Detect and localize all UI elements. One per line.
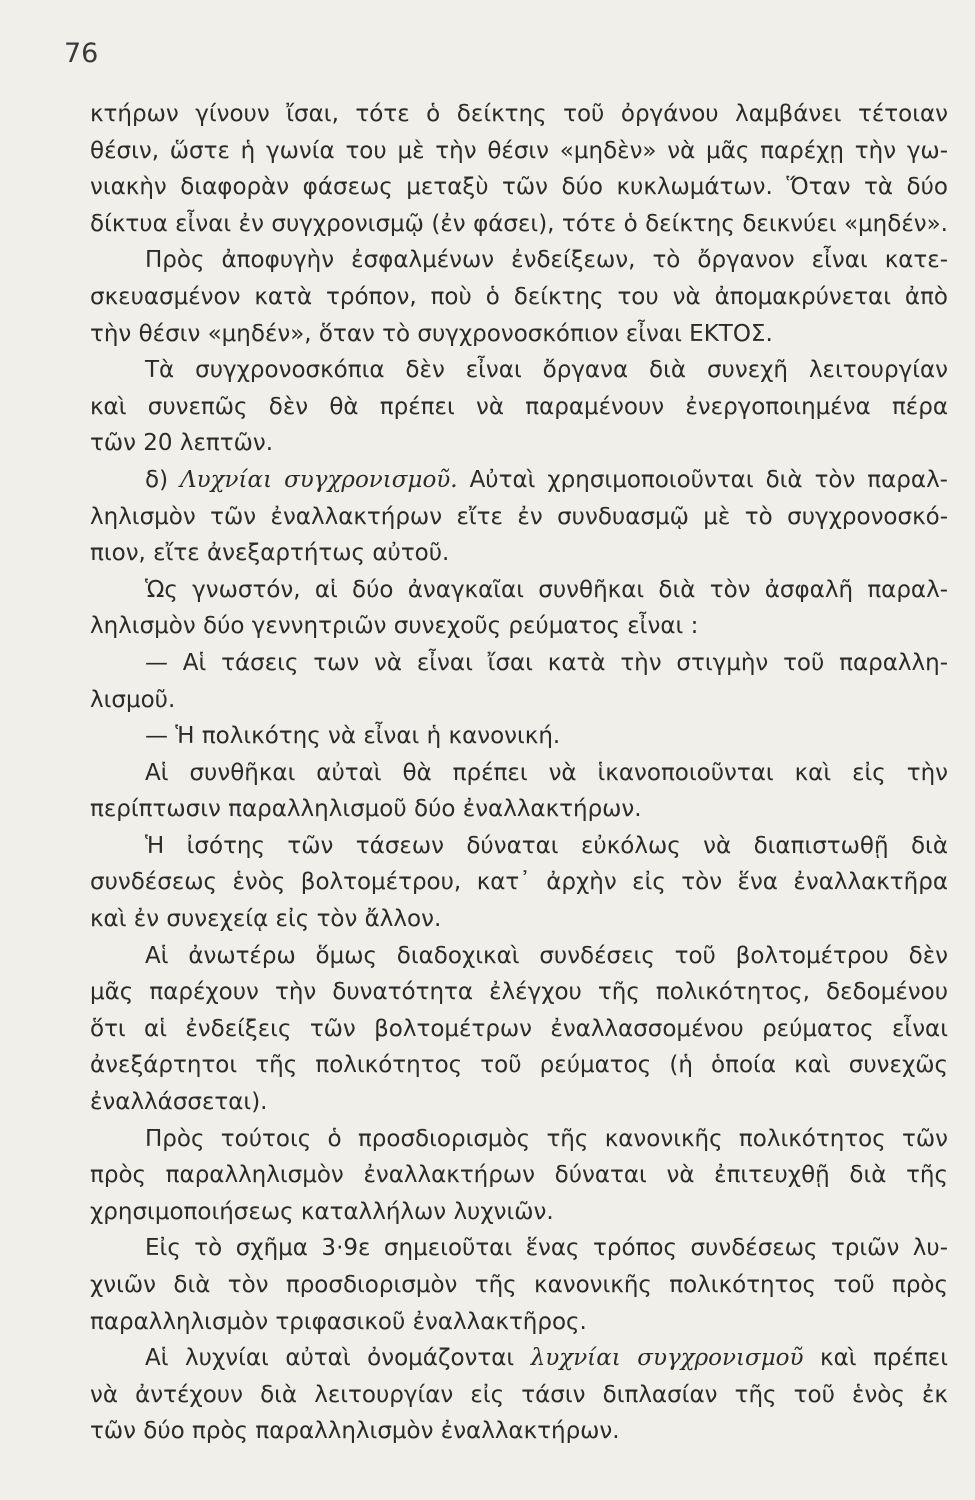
text-line: θέσιν, ὥστε ἡ γωνία του μὲ τὴν θέσιν «μηδὲν» νὰ μᾶς παρέχῃ τὴν γω- <box>90 137 948 164</box>
text-line: τὴν θέσιν «μηδέν», ὅταν τὸ συγχρονοσκόπιον εἶναι ΕΚΤΟΣ. <box>90 320 773 347</box>
text-line: ὅτι αἱ ἐνδείξεις τῶν βολτομέτρων ἐναλλασσομένου ρεύματος εἶναι <box>90 1015 948 1042</box>
paragraph-start-line: Αἱ συνθῆκαι αὐταὶ θὰ πρέπει νὰ ἱκανοποιοῦνται καὶ εἰς τὴν <box>145 759 948 786</box>
text-line: συνδέσεως ἑνὸς βολτομέτρου, κατ᾽ ἀρχὴν εἰς τὸν ἕνα ἐναλλακτῆρα <box>90 869 948 896</box>
text-line: σκευασμένον κατὰ τρόπον, ποὺ ὁ δείκτης του νὰ ἀπομακρύνεται ἀπὸ <box>90 283 948 310</box>
term-italic: λυχνίαι συγχρονισμοῦ <box>530 1345 804 1372</box>
text-line: ἀνεξάρτητοι τῆς πολικότητος τοῦ ρεύματος (ἡ ὁποία καὶ συνεχῶς <box>90 1052 948 1079</box>
text-line: ληλισμὸν τῶν ἐναλλακτήρων εἴτε ἐν συνδυασμῷ μὲ τὸ συγχρονοσκό- <box>90 503 948 530</box>
text-line: καὶ συνεπῶς δὲν θὰ πρέπει νὰ παραμένουν ἐνεργοποιημένα πέρα <box>90 393 948 420</box>
text-line: τῶν 20 λεπτῶν. <box>90 430 274 457</box>
text-line: χρησιμοποιήσεως καταλλήλων λυχνιῶν. <box>90 1198 554 1225</box>
text-line: πρὸς παραλληλισμὸν ἐναλλακτήρων δύναται νὰ ἐπιτευχθῇ διὰ τῆς <box>90 1162 948 1189</box>
text-line: παραλληλισμὸν τριφασικοῦ ἐναλλακτῆρος. <box>90 1308 587 1335</box>
paragraph-start-line: Αἱ λυχνίαι αὐταὶ ὀνομάζονται λυχνίαι συγχρονισμοῦ καὶ πρέπει <box>145 1345 949 1372</box>
dash-item-line: — Ἡ πολικότης νὰ εἶναι ἡ κανονική. <box>145 723 561 750</box>
text-line: κτήρων γίνουν ἴσαι, τότε ὁ δείκτης τοῦ ὀργάνου λαμβάνει τέτοιαν <box>90 101 948 127</box>
paragraph-start-line: Πρὸς τούτοις ὁ προσδιορισμὸς τῆς κανονικῆς πολικότητος τῶν <box>145 1125 948 1152</box>
text-line: ληλισμὸν δύο γεννητριῶν συνεχοῦς ρεύματος εἶναι : <box>90 613 699 640</box>
text-line: καὶ ἐν συνεχείᾳ εἰς τὸν ἄλλον. <box>90 906 442 933</box>
text-line: ἐναλλάσσεται). <box>90 1089 268 1116</box>
paragraph-start-line: Αἱ ἀνωτέρω ὅμως διαδοχικαὶ συνδέσεις τοῦ βολτομέτρου δὲν <box>145 942 948 969</box>
text-line: χνιῶν διὰ τὸν προσδιορισμὸν τῆς κανονικῆς πολικότητος τοῦ πρὸς <box>90 1272 948 1298</box>
text-line: δίκτυα εἶναι ἐν συγχρονισμῷ (ἐν φάσει), τότε ὁ δείκτης δεικνύει «μηδέν». <box>90 210 948 237</box>
paragraph-start-line: Ἡ ἰσότης τῶν τάσεων δύναται εὐκόλως νὰ διαπιστωθῇ διὰ <box>145 832 948 859</box>
section-heading-italic: Λυχνίαι συγχρονισμοῦ. <box>180 466 458 493</box>
paragraph-start-line: Πρὸς ἀποφυγὴν ἐσφαλμένων ἐνδείξεων, τὸ ὄργανον εἶναι κατε- <box>145 247 948 274</box>
dash-item-line: — Αἱ τάσεις των νὰ εἶναι ἴσαι κατὰ τὴν στιγμὴν τοῦ παραλλη- <box>145 649 948 676</box>
text-line: νιακὴν διαφορὰν φάσεως μεταξὺ τῶν δύο κυκλωμάτων. Ὅταν τὰ δύο <box>90 174 948 201</box>
paragraph-start-line: Τὰ συγχρονοσκόπια δὲν εἶναι ὄργανα διὰ συνεχῆ λειτουργίαν <box>145 357 948 384</box>
text-line: λισμοῦ. <box>90 686 176 713</box>
page-number: 76 <box>64 38 99 69</box>
paragraph-start-line: Εἰς τὸ σχῆμα 3·9ε σημειοῦται ἕνας τρόπος συνδέσεως τριῶν λυ- <box>145 1235 948 1262</box>
text-line: νὰ ἀντέχουν διὰ λειτουργίαν εἰς τάσιν διπλασίαν τῆς τοῦ ἑνὸς ἐκ <box>90 1381 948 1408</box>
text-line: τῶν δύο πρὸς παραλληλισμὸν ἐναλλακτήρων. <box>90 1418 620 1445</box>
section-heading-line: δ) Λυχνίαι συγχρονισμοῦ. Αὐταὶ χρησιμοποιοῦνται διὰ τὸν παραλ- <box>145 466 948 493</box>
text-line: πιον, εἴτε ἀνεξαρτήτως αὐτοῦ. <box>90 540 450 567</box>
body-text <box>90 96 948 1450</box>
text-line: μᾶς παρέχουν τὴν δυνατότητα ἐλέγχου τῆς πολικότητος, δεδομένου <box>90 979 948 1006</box>
text-line: περίπτωσιν παραλληλισμοῦ δύο ἐναλλακτήρων. <box>90 796 642 823</box>
paragraph-start-line: Ὡς γνωστόν, αἱ δύο ἀναγκαῖαι συνθῆκαι διὰ τὸν ἀσφαλῆ παραλ- <box>145 576 948 603</box>
